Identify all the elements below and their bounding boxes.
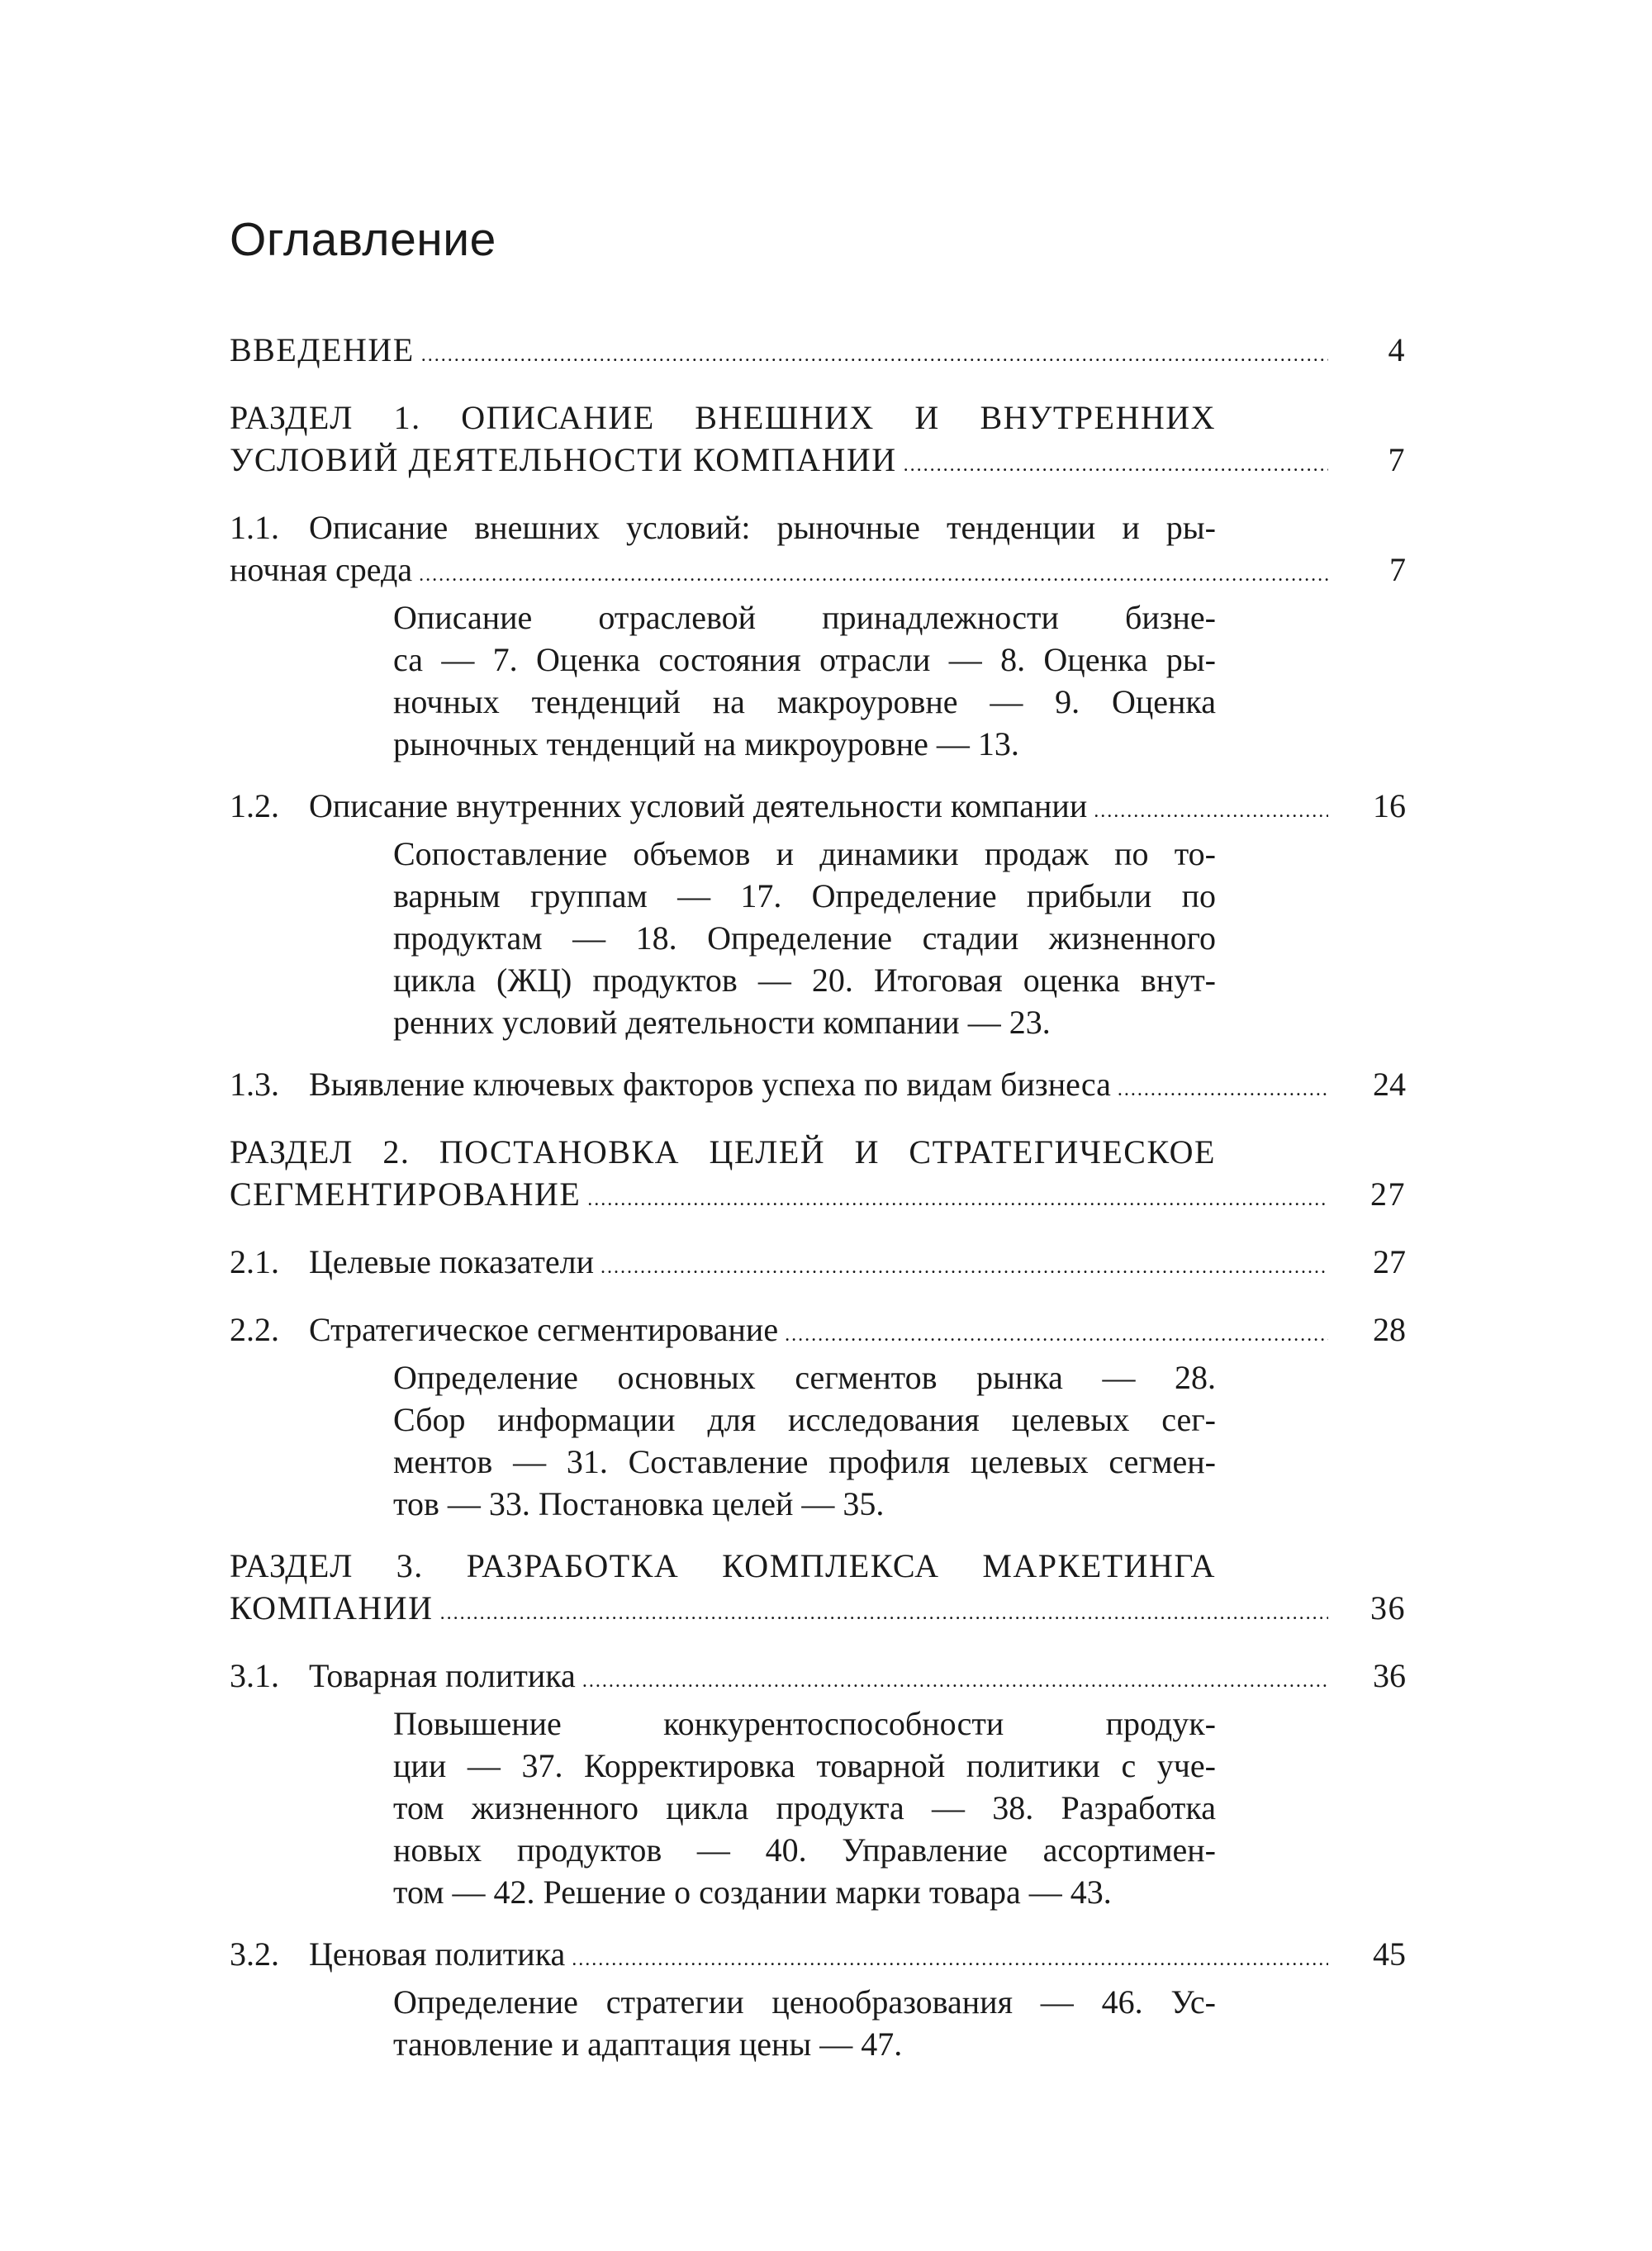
toc-entry-title: РАЗДЕЛ 1. ОПИСАНИЕ ВНЕШНИХ И ВНУТРЕННИХ (230, 399, 1216, 436)
toc-entry-1-2[interactable] (230, 785, 1406, 1043)
toc-entry-3-2[interactable] (230, 1933, 1406, 2065)
description-line: ночных тенденций на макроуровне — 9. Оценка (393, 683, 1216, 720)
toc-entry-section-2[interactable] (230, 1131, 1406, 1221)
description-line: Повышение конкурентоспособности продук- (393, 1705, 1216, 1742)
toc-entry-number: 1.2. (230, 787, 279, 824)
toc-entry-1-1[interactable] (230, 506, 1406, 765)
description-line: том жизненного цикла продукта — 38. Разработка (393, 1789, 1216, 1826)
toc-entry-title: РАЗДЕЛ 2. ПОСТАНОВКА ЦЕЛЕЙ И СТРАТЕГИЧЕСКОЕ (230, 1133, 1216, 1171)
toc-entry-1-3[interactable] (230, 1063, 1406, 1111)
description-line: са — 7. Оценка состояния отрасли — 8. Оценка ры- (393, 641, 1216, 678)
page-title: Оглавление (230, 213, 496, 266)
description-line: ренних условий деятельности компании — 23. (393, 1004, 1051, 1041)
toc-entry-description (393, 833, 1216, 1043)
description-line: ментов — 31. Составление профиля целевых сегмен- (393, 1443, 1216, 1480)
toc-page-number: 36 (1370, 1589, 1406, 1627)
description-line: рыночных тенденций на микроуровне — 13. (393, 725, 1019, 762)
dot-leader (1094, 791, 1328, 833)
toc-entry-3-1[interactable] (230, 1655, 1406, 1913)
description-line: продуктам — 18. Определение стадии жизненного (393, 919, 1216, 957)
description-line: тановление и адаптация цены — 47. (393, 2025, 903, 2063)
toc-page-number: 7 (1388, 441, 1406, 478)
toc-entry-number: 1.3. (230, 1066, 279, 1103)
toc-entry-title: ВВЕДЕНИЕ (230, 331, 415, 368)
toc-entry-number: 1.1. (230, 509, 279, 546)
toc-entry-description (393, 1356, 1216, 1525)
dot-leader (421, 335, 1328, 377)
toc-page-number: 24 (1373, 1066, 1406, 1103)
toc-entry-title: Товарная политика (309, 1657, 576, 1694)
dot-leader (1118, 1069, 1328, 1111)
description-line: том — 42. Решение о создании марки товара — 43. (393, 1873, 1112, 1911)
description-line: ции — 37. Корректировка товарной политики с уче- (393, 1747, 1216, 1784)
description-line: Описание отраслевой принадлежности бизне- (393, 599, 1216, 636)
toc-page-number: 16 (1373, 787, 1406, 824)
toc-page-number: 4 (1388, 331, 1406, 368)
toc-entry-section-3[interactable] (230, 1545, 1406, 1635)
toc-page-number: 45 (1373, 1935, 1406, 1973)
dot-leader (582, 1660, 1328, 1702)
toc-entry-number: 2.2. (230, 1311, 279, 1348)
toc-entry-title: РАЗДЕЛ 3. РАЗРАБОТКА КОМПЛЕКСА МАРКЕТИНГА (230, 1547, 1216, 1584)
toc-page-number: 36 (1373, 1657, 1406, 1694)
description-line: варным группам — 17. Определение прибыли по (393, 877, 1216, 914)
toc-entry-title-continued: УСЛОВИЙ ДЕЯТЕЛЬНОСТИ КОМПАНИИ (230, 441, 897, 478)
toc-entry-number: 2.1. (230, 1243, 279, 1280)
toc-entry-title-continued: КОМПАНИИ (230, 1589, 434, 1627)
dot-leader (419, 554, 1328, 596)
description-line: Сопоставление объемов и динамики продаж по то- (393, 835, 1216, 872)
toc-entry-number: 3.1. (230, 1657, 279, 1694)
dot-leader (572, 1939, 1328, 1981)
dot-leader (440, 1593, 1328, 1635)
toc-entry-section-1[interactable] (230, 397, 1406, 487)
toc-entry-title-continued: СЕГМЕНТИРОВАНИЕ (230, 1175, 582, 1213)
toc-entry-description (393, 1981, 1216, 2065)
toc-entry-introduction[interactable] (230, 329, 1406, 377)
toc-entry-description (393, 596, 1216, 765)
toc-page-number: 28 (1373, 1311, 1406, 1348)
toc-entry-description (393, 1702, 1216, 1913)
toc-entry-title: Ценовая политика (309, 1935, 566, 1973)
toc-entry-title-continued: ночная среда (230, 551, 413, 588)
dot-leader (904, 444, 1328, 487)
toc-entry-2-1[interactable] (230, 1241, 1406, 1289)
toc-page-number: 27 (1373, 1243, 1406, 1280)
description-line: Определение основных сегментов рынка — 28. (393, 1359, 1216, 1396)
dot-leader (601, 1247, 1328, 1289)
toc-page-number: 27 (1370, 1175, 1406, 1213)
toc-entry-2-2[interactable] (230, 1308, 1406, 1525)
description-line: новых продуктов — 40. Управление ассортимен- (393, 1831, 1216, 1869)
description-line: цикла (ЖЦ) продуктов — 20. Итоговая оценка внут- (393, 962, 1216, 999)
toc-entry-number: 3.2. (230, 1935, 279, 1973)
table-of-contents (230, 329, 1406, 2065)
dot-leader (587, 1179, 1328, 1221)
toc-entry-title: Описание внешних условий: рыночные тенденции и ры- (309, 509, 1216, 546)
toc-entry-title: Целевые показатели (309, 1243, 594, 1280)
description-line: Определение стратегии ценообразования — 46. Ус- (393, 1983, 1216, 2021)
toc-entry-title: Выявление ключевых факторов успеха по видам бизнеса (309, 1066, 1111, 1103)
toc-entry-title: Стратегическое сегментирование (309, 1311, 779, 1348)
toc-entry-title: Описание внутренних условий деятельности компании (309, 787, 1088, 824)
toc-page-number: 7 (1389, 551, 1406, 588)
dot-leader (785, 1314, 1328, 1356)
description-line: тов — 33. Постановка целей — 35. (393, 1485, 885, 1522)
description-line: Сбор информации для исследования целевых сег- (393, 1401, 1216, 1438)
